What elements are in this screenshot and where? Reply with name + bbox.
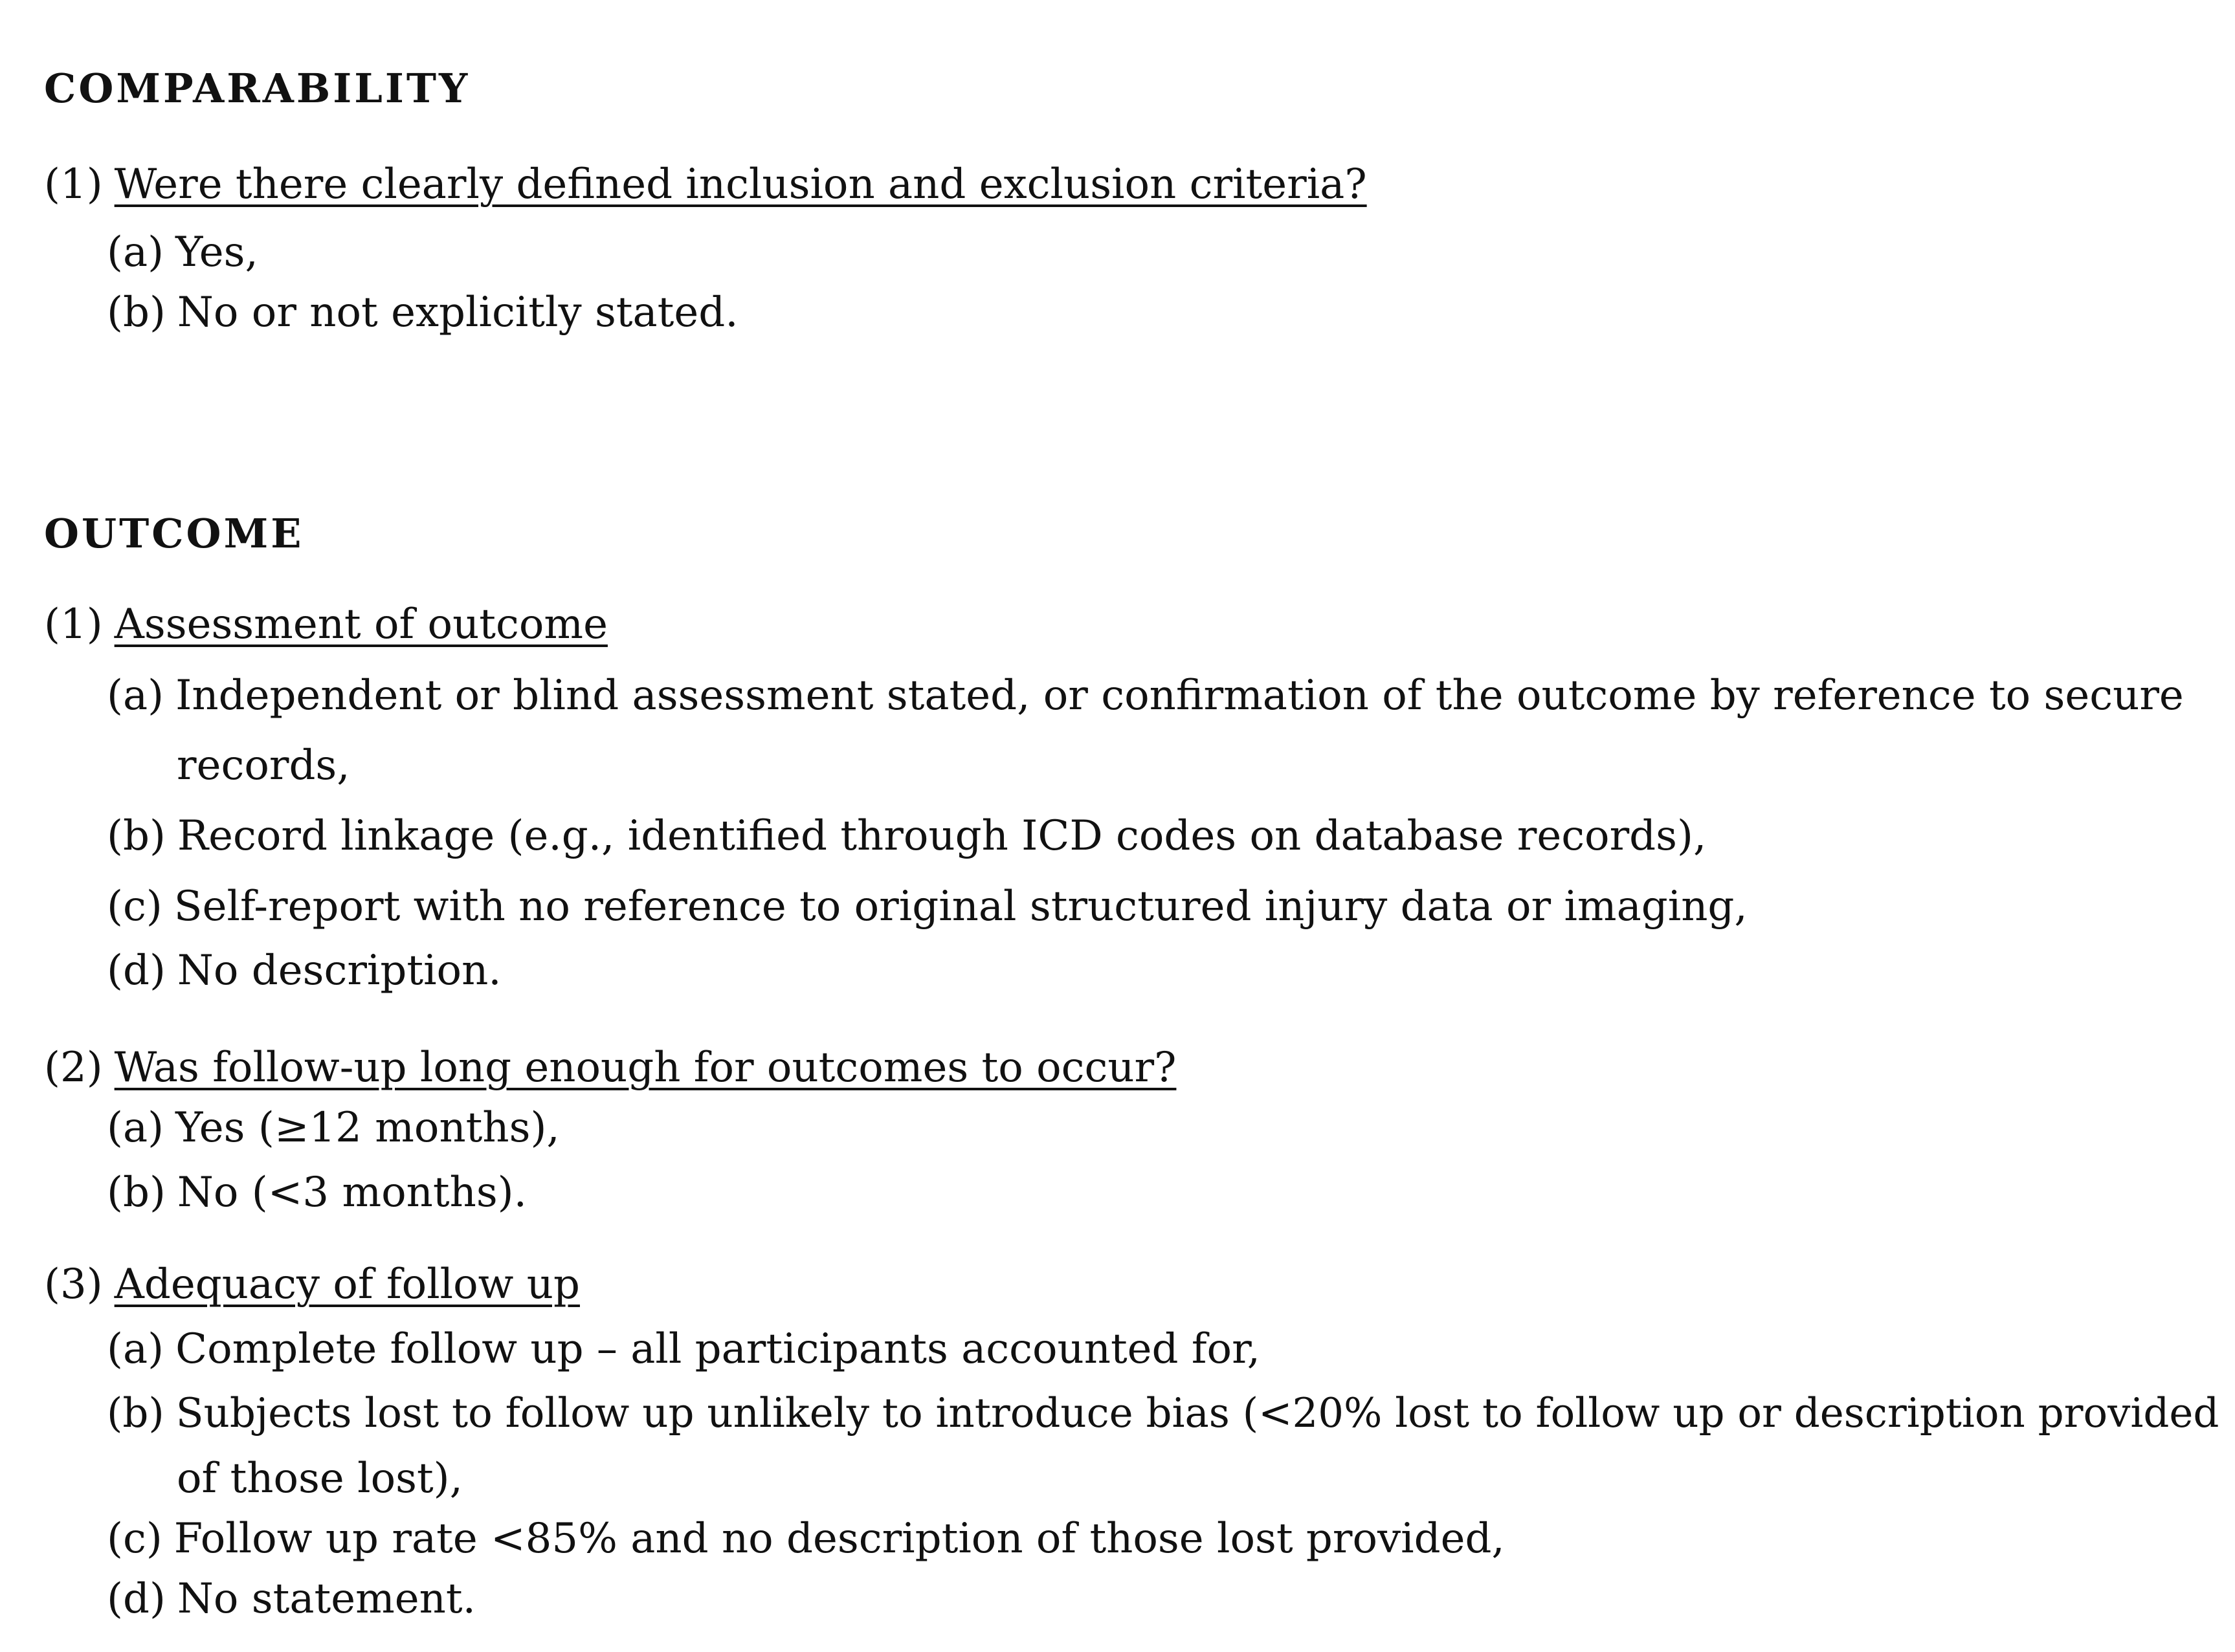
option-text: No or not explicitly stated.	[177, 289, 739, 336]
option-text: Independent or blind assessment stated, or confirmation of the outcome by reference to secure	[175, 672, 2184, 720]
option-outcome-1a	[107, 673, 2184, 718]
option-label: (c)	[107, 1515, 162, 1563]
option-text: Record linkage (e.g., identified through ICD codes on database records),	[177, 812, 1707, 860]
option-outcome-3d	[107, 1576, 476, 1622]
option-label: (a)	[107, 228, 164, 276]
question-comparability-1	[44, 162, 1367, 207]
option-text: Complete follow up – all participants accounted for,	[175, 1325, 1260, 1373]
option-label: (a)	[107, 1104, 164, 1152]
option-label: (a)	[107, 1325, 164, 1373]
option-label: (c)	[107, 883, 162, 931]
option-text: Subjects lost to follow up unlikely to introduce bias (<20% lost to follow up or description provided	[175, 1389, 2219, 1437]
option-outcome-1a-continuation: records,	[177, 742, 350, 789]
question-number: (1)	[44, 600, 103, 648]
option-label: (a)	[107, 672, 164, 720]
option-label: (b)	[107, 1389, 164, 1437]
option-text: Yes,	[175, 228, 258, 276]
question-text: Assessment of outcome	[114, 600, 608, 648]
question-outcome-2	[44, 1045, 1176, 1090]
question-text: Were there clearly defined inclusion and exclusion criteria?	[114, 160, 1367, 208]
question-number: (1)	[44, 160, 103, 208]
option-outcome-2b	[107, 1170, 527, 1215]
option-text: Self-report with no reference to original structured injury data or imaging,	[173, 883, 1748, 931]
option-text: Follow up rate <85% and no description of those lost provided,	[173, 1515, 1505, 1563]
option-outcome-1b	[107, 813, 1706, 859]
option-label: (b)	[107, 812, 166, 860]
question-outcome-1	[44, 602, 608, 647]
option-text: No statement.	[177, 1575, 476, 1623]
option-text: Yes (≥12 months),	[175, 1104, 560, 1152]
option-outcome-3b-continuation: of those lost),	[177, 1455, 463, 1503]
option-text: No (<3 months).	[177, 1169, 527, 1217]
option-outcome-2a	[107, 1105, 560, 1151]
option-label: (b)	[107, 289, 166, 336]
question-text: Adequacy of follow up	[114, 1261, 580, 1308]
option-outcome-1c	[107, 884, 1748, 929]
section-heading-outcome: OUTCOME	[44, 510, 304, 557]
question-outcome-3	[44, 1262, 580, 1307]
option-label: (d)	[107, 947, 166, 995]
question-text: Was follow-up long enough for outcomes to occur?	[114, 1044, 1177, 1092]
option-outcome-1d	[107, 948, 502, 993]
option-label: (d)	[107, 1575, 166, 1623]
option-label: (b)	[107, 1169, 166, 1217]
question-number: (2)	[44, 1044, 103, 1092]
option-outcome-3a	[107, 1327, 1260, 1372]
option-outcome-3b	[107, 1391, 2219, 1436]
option-comparability-1b	[107, 290, 739, 335]
section-heading-comparability: COMPARABILITY	[44, 65, 471, 112]
question-number: (3)	[44, 1261, 103, 1308]
option-text: No description.	[177, 947, 502, 995]
option-outcome-3c	[107, 1516, 1505, 1561]
option-comparability-1a	[107, 230, 258, 275]
